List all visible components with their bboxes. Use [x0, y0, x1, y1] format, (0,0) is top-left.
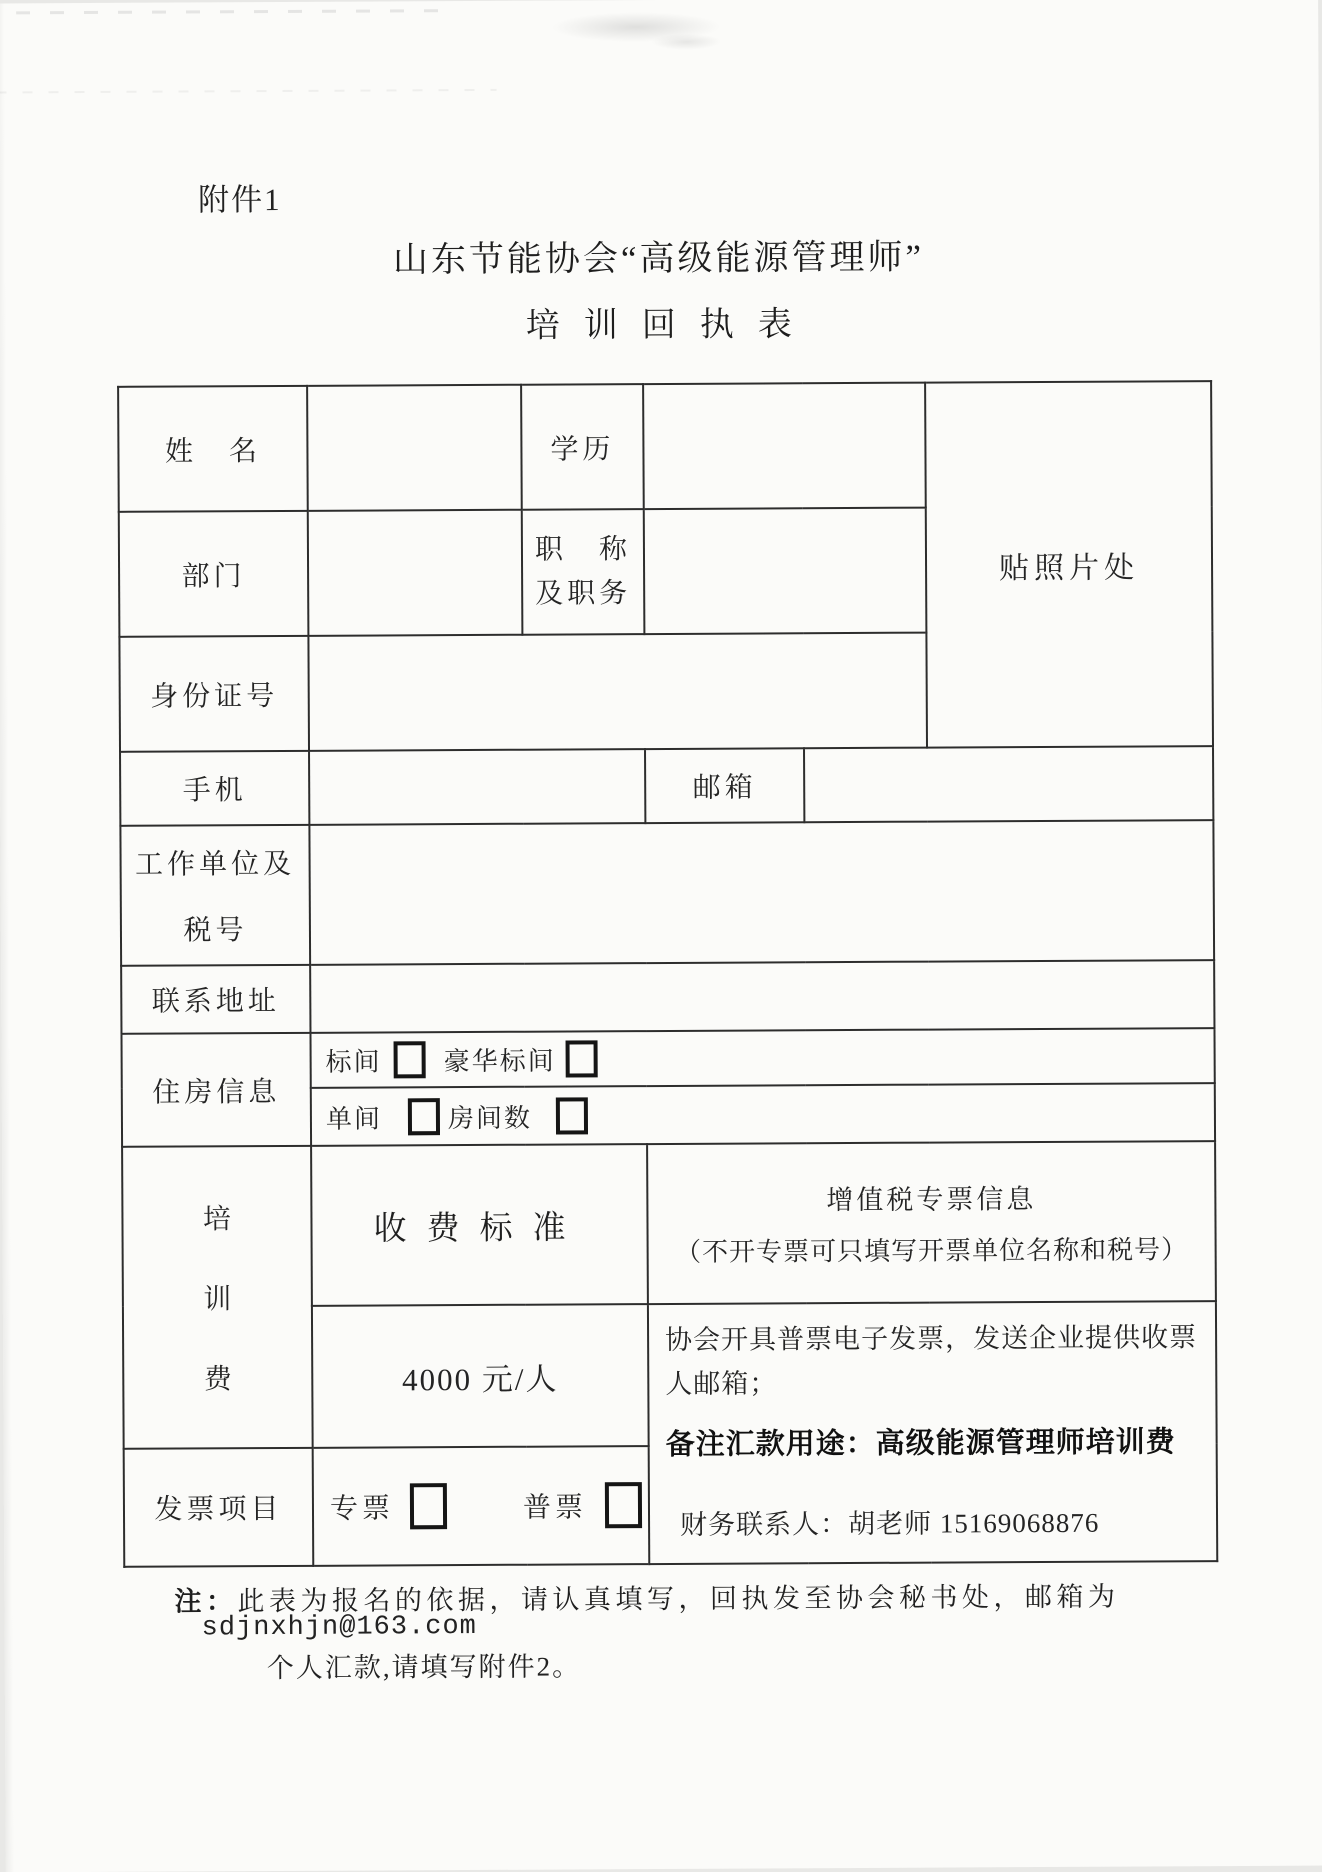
email-label: 邮箱	[645, 748, 804, 823]
footnote-prefix: 注：	[174, 1586, 238, 1617]
room-count-label: 房间数	[447, 1103, 533, 1133]
housing-label: 住房信息	[121, 1033, 311, 1147]
department-value-cell	[308, 510, 523, 636]
footnote-line-3: 个人汇款,请填写附件2。	[266, 1651, 582, 1684]
vat-note: （不开专票可只填写开票单位名称和税号）	[675, 1235, 1189, 1267]
footnote-email: sdjnxhjn@163.com	[201, 1611, 477, 1644]
scan-smudge	[551, 12, 721, 43]
special-invoice-checkbox	[410, 1483, 447, 1529]
id-number-value-cell	[308, 633, 927, 751]
deluxe-room-label: 豪华标间	[443, 1046, 556, 1077]
vat-title: 增值税专票信息	[826, 1184, 1037, 1216]
housing-row-2	[311, 1083, 1215, 1146]
footnote-line-1: 注：此表为报名的依据，请认真填写，回执发至协会秘书处，邮箱为	[174, 1581, 1120, 1617]
name-label: 姓 名	[118, 386, 308, 512]
document-subtitle: 培训回执表	[525, 306, 816, 345]
single-room-label: 单间	[325, 1103, 383, 1134]
fee-standard-cell: 收费标准	[311, 1144, 648, 1306]
work-unit-value-cell	[309, 820, 1214, 965]
invoice-choice-cell	[313, 1446, 650, 1566]
fee-price-cell: 4000 元/人	[312, 1304, 649, 1448]
invoice-note: 协会开具普票电子发票，发送企业提供收票人邮箱；	[665, 1322, 1198, 1399]
document-title: 山东节能协会“高级能源管理师”	[392, 237, 925, 280]
mobile-label: 手机	[120, 751, 309, 826]
single-room-checkbox	[408, 1098, 440, 1135]
general-invoice-label: 普票	[522, 1492, 588, 1524]
invoice-item-label: 发票项目	[124, 1448, 314, 1567]
invoice-info-cell	[648, 1301, 1217, 1564]
position-value-cell	[644, 508, 927, 634]
education-label: 学历	[521, 384, 644, 510]
registration-form-table	[117, 380, 1218, 1568]
address-label: 联系地址	[121, 965, 310, 1034]
deluxe-room-checkbox	[566, 1040, 598, 1077]
scan-smudge	[0, 89, 497, 94]
remittance-purpose: 备注汇款用途：高级能源管理师培训费	[665, 1426, 1176, 1462]
housing-row-1	[310, 1028, 1214, 1088]
photo-area-label: 贴照片处	[998, 550, 1140, 585]
finance-contact: 财务联系人：胡老师 15169068876	[679, 1508, 1100, 1541]
mobile-value-cell	[309, 749, 645, 825]
position-label: 职 称 及职务	[522, 509, 645, 635]
address-value-cell	[310, 960, 1214, 1033]
special-invoice-label: 专票	[329, 1493, 395, 1525]
photo-area	[925, 381, 1213, 747]
work-unit-label: 工作单位及 税号	[120, 825, 310, 966]
education-value-cell	[643, 383, 926, 509]
standard-room-label: 标间	[325, 1047, 382, 1077]
training-fee-label: 培 训 费	[122, 1146, 313, 1449]
scan-smudge	[16, 9, 456, 14]
standard-room-checkbox	[394, 1041, 426, 1078]
room-count-checkbox	[556, 1097, 588, 1134]
name-value-cell	[307, 385, 522, 511]
attachment-label: 附件1	[198, 181, 282, 218]
vat-info-cell	[647, 1141, 1216, 1304]
id-number-label: 身份证号	[119, 636, 309, 752]
email-value-cell	[804, 746, 1213, 822]
general-invoice-checkbox	[605, 1482, 642, 1528]
department-label: 部门	[119, 511, 309, 637]
scan-smudge	[651, 34, 721, 50]
